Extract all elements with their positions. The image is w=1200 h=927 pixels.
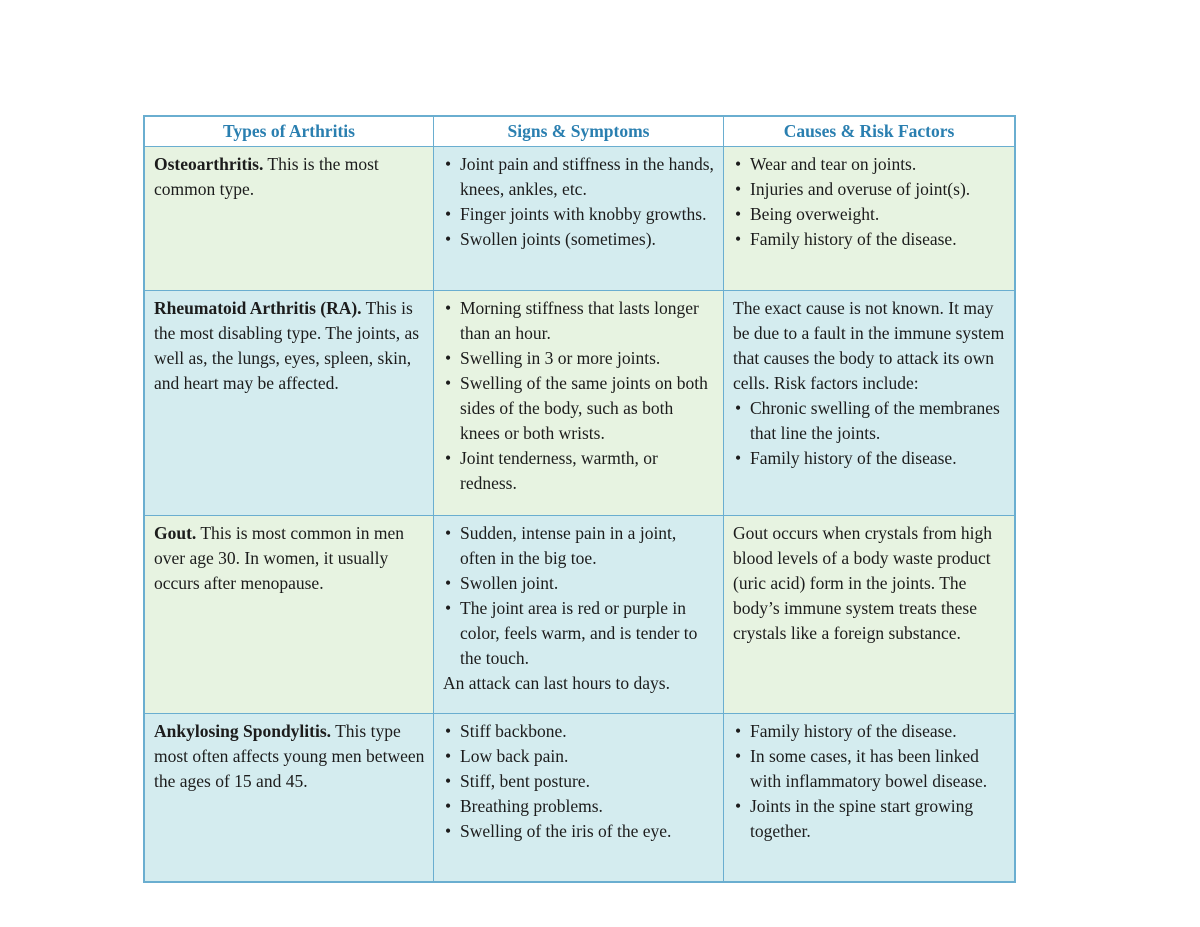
list-item-text: Swelling in 3 or more joints. bbox=[460, 348, 661, 368]
list-item-text: Low back pain. bbox=[460, 746, 569, 766]
list-item bbox=[443, 296, 715, 346]
bullet-icon: • bbox=[445, 373, 452, 393]
bullet-icon: • bbox=[735, 721, 742, 741]
list-item-text: Injuries and overuse of joint(s). bbox=[750, 179, 971, 199]
list-item-text: Swelling of the same joints on both sides of the body, such as both knees or both wrists. bbox=[460, 373, 708, 443]
type-cell bbox=[145, 714, 434, 881]
list-item-text: Family history of the disease. bbox=[750, 448, 957, 468]
causes-cell bbox=[724, 516, 1014, 714]
list-item bbox=[443, 596, 715, 671]
header-types: Types of Arthritis bbox=[145, 117, 434, 147]
type-name: Rheumatoid Arthritis (RA). bbox=[154, 298, 362, 318]
list-item-text: Finger joints with knobby growths. bbox=[460, 204, 707, 224]
arthritis-table bbox=[143, 115, 1016, 883]
bullet-icon: • bbox=[735, 796, 742, 816]
list-item-text: Swollen joints (sometimes). bbox=[460, 229, 656, 249]
list-item bbox=[443, 719, 715, 744]
list-item bbox=[443, 227, 715, 252]
list-item bbox=[443, 744, 715, 769]
list-item bbox=[733, 794, 1006, 844]
arthritis-table-grid bbox=[145, 117, 1014, 881]
list-item-text: Breathing problems. bbox=[460, 796, 603, 816]
bullet-icon: • bbox=[735, 398, 742, 418]
list-item bbox=[733, 177, 1006, 202]
bullet-icon: • bbox=[445, 821, 452, 841]
bullet-icon: • bbox=[445, 771, 452, 791]
causes-list bbox=[733, 719, 1006, 844]
type-cell bbox=[145, 147, 434, 291]
list-item-text: Stiff, bent posture. bbox=[460, 771, 590, 791]
symptoms-outro-text: An attack can last hours to days. bbox=[443, 673, 670, 693]
list-item-text: Chronic swelling of the membranes that line the joints. bbox=[750, 398, 1000, 443]
bullet-icon: • bbox=[445, 573, 452, 593]
bullet-icon: • bbox=[445, 348, 452, 368]
causes-intro-text: The exact cause is not known. It may be due to a fault in the immune system that causes the body to attack its own cells. Risk factors include: bbox=[733, 298, 1005, 393]
causes-cell bbox=[724, 291, 1014, 516]
header-causes: Causes & Risk Factors bbox=[724, 117, 1014, 147]
list-item-text: Morning stiffness that lasts longer than an hour. bbox=[460, 298, 699, 343]
list-item bbox=[443, 152, 715, 202]
bullet-icon: • bbox=[735, 154, 742, 174]
list-item bbox=[443, 446, 715, 496]
type-description: This is most common in men over age 30. In women, it usually occurs after menopause. bbox=[154, 523, 405, 593]
list-item-text: Wear and tear on joints. bbox=[750, 154, 917, 174]
list-item-text: Family history of the disease. bbox=[750, 721, 957, 741]
bullet-icon: • bbox=[445, 298, 452, 318]
list-item bbox=[733, 719, 1006, 744]
list-item bbox=[733, 446, 1006, 471]
bullet-icon: • bbox=[735, 204, 742, 224]
symptoms-cell bbox=[434, 147, 724, 291]
causes-list bbox=[733, 396, 1006, 471]
type-description: This is the most disabling type. The joints, as well as, the lungs, eyes, spleen, skin, and heart may be affected. bbox=[154, 298, 420, 393]
symptoms-list bbox=[443, 152, 715, 252]
symptoms-cell bbox=[434, 714, 724, 881]
list-item bbox=[443, 819, 715, 844]
type-cell bbox=[145, 516, 434, 714]
list-item-text: The joint area is red or purple in color, feels warm, and is tender to the touch. bbox=[460, 598, 698, 668]
list-item bbox=[443, 371, 715, 446]
list-item bbox=[443, 202, 715, 227]
list-item bbox=[443, 346, 715, 371]
list-item-text: Swelling of the iris of the eye. bbox=[460, 821, 672, 841]
bullet-icon: • bbox=[735, 746, 742, 766]
list-item bbox=[733, 744, 1006, 794]
list-item-text: Sudden, intense pain in a joint, often in the big toe. bbox=[460, 523, 677, 568]
causes-intro-text: Gout occurs when crystals from high blood levels of a body waste product (uric acid) form in the joints. The body’s immune system treats these crystals like a foreign substance. bbox=[733, 523, 993, 643]
bullet-icon: • bbox=[445, 796, 452, 816]
list-item-text: Family history of the disease. bbox=[750, 229, 957, 249]
symptoms-list bbox=[443, 719, 715, 844]
list-item bbox=[733, 227, 1006, 252]
bullet-icon: • bbox=[445, 154, 452, 174]
list-item-text: Joint tenderness, warmth, or redness. bbox=[460, 448, 658, 493]
bullet-icon: • bbox=[445, 204, 452, 224]
symptoms-list bbox=[443, 296, 715, 496]
bullet-icon: • bbox=[445, 721, 452, 741]
bullet-icon: • bbox=[445, 229, 452, 249]
list-item bbox=[443, 769, 715, 794]
type-name: Osteoarthritis. bbox=[154, 154, 264, 174]
list-item-text: Joints in the spine start growing together. bbox=[750, 796, 974, 841]
list-item-text: Swollen joint. bbox=[460, 573, 559, 593]
bullet-icon: • bbox=[445, 523, 452, 543]
list-item-text: Being overweight. bbox=[750, 204, 880, 224]
bullet-icon: • bbox=[445, 598, 452, 618]
list-item bbox=[443, 794, 715, 819]
type-description: This type most often affects young men between the ages of 15 and 45. bbox=[154, 721, 425, 791]
list-item bbox=[443, 571, 715, 596]
list-item bbox=[733, 202, 1006, 227]
type-description: This is the most common type. bbox=[154, 154, 379, 199]
bullet-icon: • bbox=[735, 179, 742, 199]
symptoms-list bbox=[443, 521, 715, 671]
symptoms-cell bbox=[434, 516, 724, 714]
list-item bbox=[443, 521, 715, 571]
symptoms-cell bbox=[434, 291, 724, 516]
list-item bbox=[733, 152, 1006, 177]
type-name: Gout. bbox=[154, 523, 197, 543]
type-cell bbox=[145, 291, 434, 516]
bullet-icon: • bbox=[735, 448, 742, 468]
causes-cell bbox=[724, 147, 1014, 291]
header-symptoms: Signs & Symptoms bbox=[434, 117, 724, 147]
bullet-icon: • bbox=[735, 229, 742, 249]
list-item-text: In some cases, it has been linked with inflammatory bowel disease. bbox=[750, 746, 988, 791]
causes-list bbox=[733, 152, 1006, 252]
list-item-text: Stiff backbone. bbox=[460, 721, 567, 741]
bullet-icon: • bbox=[445, 448, 452, 468]
bullet-icon: • bbox=[445, 746, 452, 766]
type-name: Ankylosing Spondylitis. bbox=[154, 721, 332, 741]
causes-cell bbox=[724, 714, 1014, 881]
list-item-text: Joint pain and stiffness in the hands, knees, ankles, etc. bbox=[460, 154, 714, 199]
list-item bbox=[733, 396, 1006, 446]
